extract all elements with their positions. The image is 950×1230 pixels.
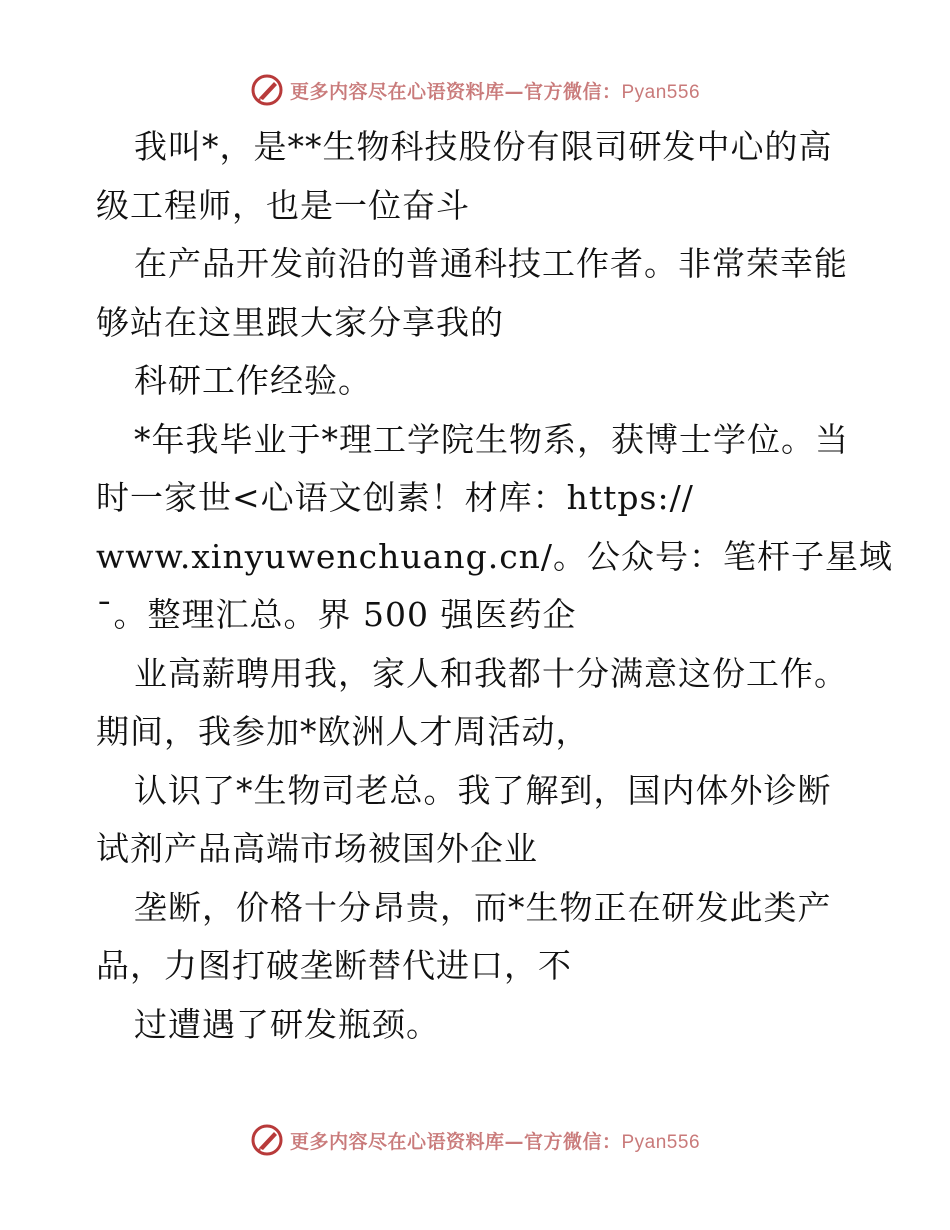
- text-line: 业高薪聘用我，家人和我都十分满意这份工作。: [134, 653, 848, 693]
- text-line: 时一家世<心语文创素！材库：https://: [96, 478, 694, 517]
- footer-banner: [0, 1120, 950, 1160]
- text-line: 科研工作经验。: [134, 361, 372, 400]
- text-line: 品，力图打破垄断替代进口，不: [96, 946, 572, 985]
- footer-banner-text: [290, 1127, 700, 1154]
- header-banner-label: 更多内容尽在心语资料库—官方微信：: [289, 80, 622, 103]
- text-line: 试剂产品高端市场被国外企业: [96, 829, 538, 868]
- document-body: [96, 118, 894, 1054]
- text-line: *年我毕业于*理工学院生物系，获博士学位。当: [134, 419, 849, 459]
- header-banner-text: [290, 77, 700, 104]
- text-line: www.xinyuwenchuang.cn/。公众号：笔杆子星域: [96, 536, 894, 576]
- text-line: 认识了*生物司老总。我了解到，国内体外诊断: [134, 770, 832, 810]
- text-line: 在产品开发前沿的普通科技工作者。非常荣幸能: [134, 244, 848, 283]
- header-banner: [0, 70, 950, 110]
- text-line: ¯。整理汇总。界 500 强医药企: [96, 595, 577, 634]
- header-banner-handle: Pyan556: [621, 81, 701, 103]
- text-line: 级工程师，也是一位奋斗: [96, 185, 470, 225]
- text-line: 过遭遇了研发瓶颈。: [134, 1004, 440, 1044]
- text-line: 我叫*，是**生物科技股份有限司研发中心的高: [134, 127, 833, 166]
- footer-banner-label: 更多内容尽在心语资料库—官方微信：: [289, 1130, 622, 1153]
- text-line: 垄断，价格十分昂贵，而*生物正在研发此类产: [134, 887, 832, 927]
- text-line: 够站在这里跟大家分享我的: [96, 302, 504, 342]
- quill-logo-icon: [250, 1123, 284, 1157]
- quill-logo-icon: [250, 73, 284, 107]
- footer-banner-handle: Pyan556: [621, 1131, 701, 1153]
- text-line: 期间，我参加*欧洲人才周活动，: [96, 712, 590, 751]
